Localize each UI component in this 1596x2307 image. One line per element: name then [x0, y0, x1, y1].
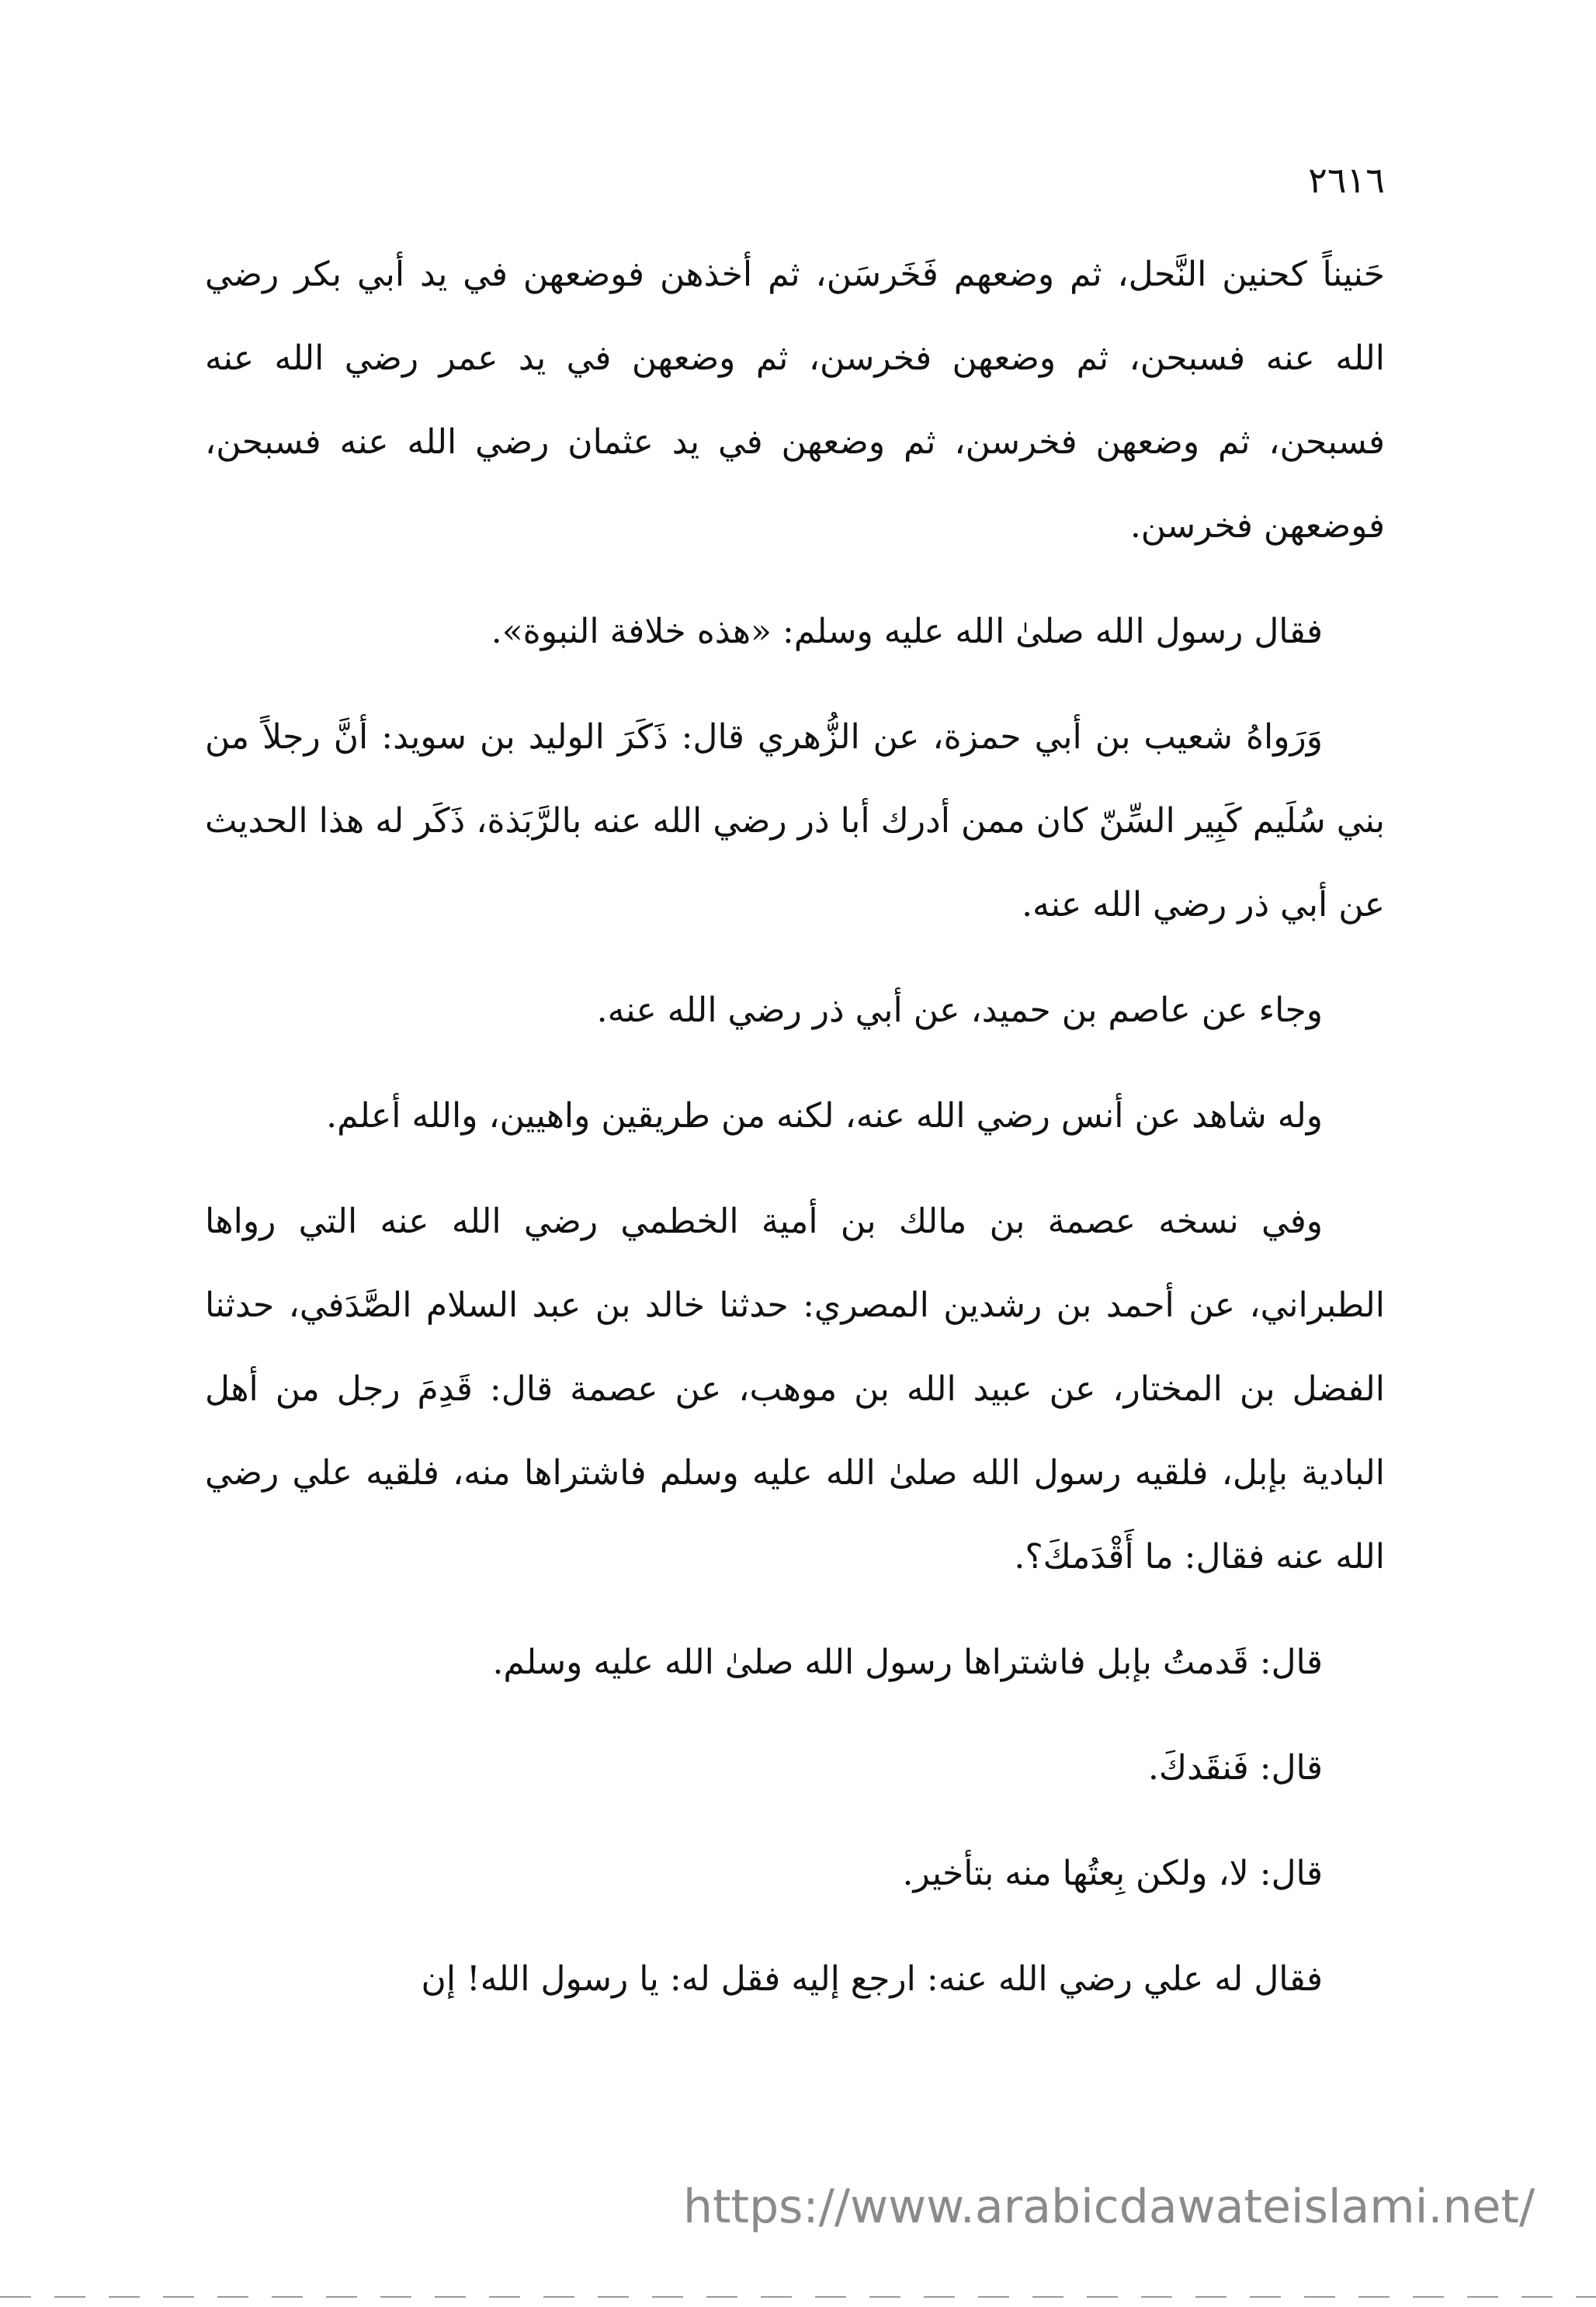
paragraph-10: فقال له علي رضي الله عنه: ارجع إليه فقل له: يا رسول الله! إن: [421, 1959, 1323, 1999]
watermark-url: https://www.arabicdawateislami.net/: [683, 2180, 1535, 2234]
paragraph-1: حَنيناً كحنين النَّحل، ثم وضعهم فَخَرسَن، ثم أخذهن فوضعهن في يد أبي بكر رضي الله عنه فسبحن، ثم وضعهن فخرسن، ثم وضعهن في يد عمر رضي الله عنه فسبحن، ثم وضعهن فخرسن، ثم وضعهن في يد عثمان رضي الله عنه فسبحن، فوضعهن فخرسن.: [205, 255, 1385, 546]
paragraph-8: قال: فَنقَدكَ.: [1147, 1748, 1323, 1788]
paragraph-4: وجاء عن عاصم بن حميد، عن أبي ذر رضي الله عنه.: [596, 990, 1323, 1030]
paragraph-2: فقال رسول الله صلىٰ الله عليه وسلم: «هذه خلافة النبوة».: [491, 612, 1323, 651]
paragraph-9: قال: لا، ولكن بِعتُها منه بتأخير.: [902, 1854, 1323, 1893]
paragraph-7: قال: قَدمتُ بإبل فاشتراها رسول الله صلىٰ الله عليه وسلم.: [492, 1643, 1323, 1682]
paragraph-5: وله شاهد عن أنس رضي الله عنه، لكنه من طريقين واهيين، والله أعلم.: [326, 1096, 1323, 1136]
paragraph-6: وفي نسخه عصمة بن مالك بن أمية الخطمي رضي الله عنه التي رواها الطبراني، عن أحمد بن رشدين المصري: حدثنا خالد بن عبد السلام الصَّدَفي، حدثنا الفضل بن المختار، عن عبيد الله بن موهب، عن عصمة قال: قَدِمَ رجل من أهل البادية بإبل، فلقيه رسول الله صلىٰ الله عليه وسلم فاشتراها منه، فلقيه علي رضي الله عنه فقال: ما أَقْدَمكَ؟.: [205, 1202, 1385, 1577]
paragraph-3: وَرَواهُ شعيب بن أبي حمزة، عن الزُّهري قال: ذَكَرَ الوليد بن سويد: أنَّ رجلاً من بني سُلَيم كَبِير السِّنّ كان ممن أدرك أبا ذر رضي الله عنه بالرَّبَذة، ذَكَر له هذا الحديث عن أبي ذر رضي الله عنه.: [205, 717, 1385, 925]
body-text: [205, 233, 1385, 2043]
page-number: ٢٦١٦: [1308, 159, 1385, 201]
bottom-divider: [0, 2296, 1596, 2298]
